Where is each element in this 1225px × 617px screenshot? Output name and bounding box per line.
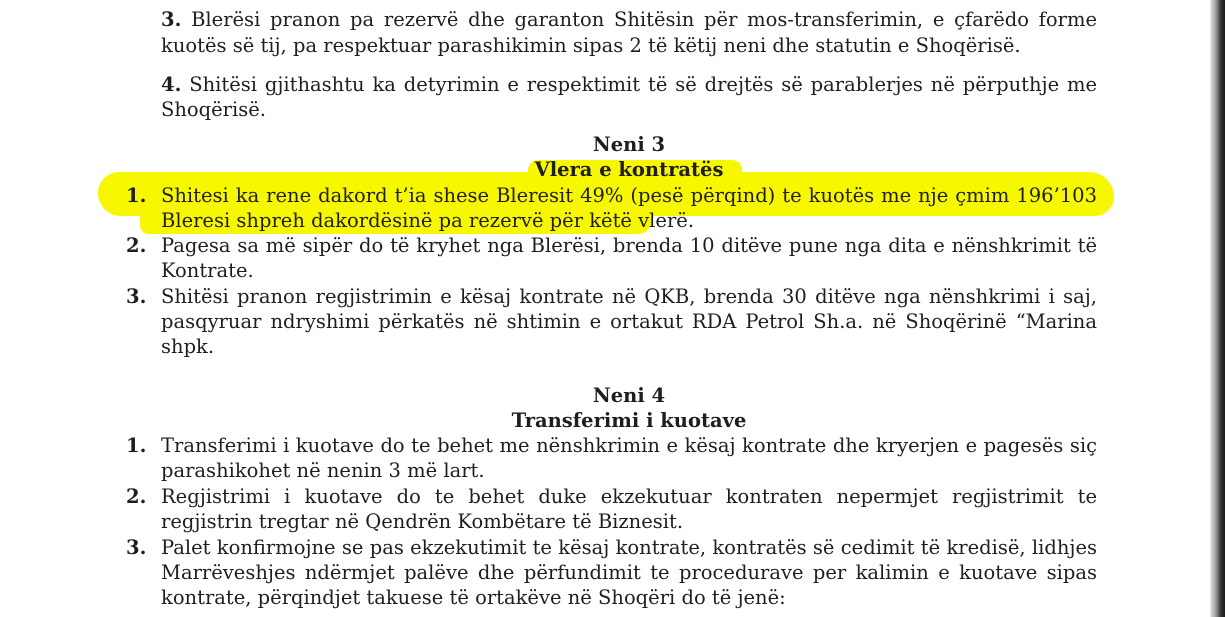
article-4-item-1-line-2: parashikohet në nenin 3 më lart. [161,459,485,482]
article-3-item-2-number: 2. [126,234,147,257]
paragraph-3-line-2: kuotës së tij, pa respektuar parashikimin sipas 2 të këtij neni dhe statutin e Shoqërisë. [161,34,1021,57]
paragraph-4-line-2: Shoqërisë. [161,98,266,121]
article-3-subheading: Vlera e kontratës [534,158,724,181]
paragraph-4-line-1 [161,72,1097,98]
page-edge-shadow [1210,0,1225,617]
article-4-subheading: Transferimi i kuotave [511,409,747,432]
article-3-item-1-line-2: Bleresi shpreh dakordësinë pa rezervë për këtë vlerë. [161,209,695,232]
article-4-item-3-line-1: Palet konfirmojne se pas ekzekutimit te kësaj kontrate, kontratës së cedimit të kredisë, lidhjes [161,536,1097,559]
article-4-item-2-line-2: regjistrin tregtar në Qendrën Kombëtare të Biznesit. [161,510,684,533]
article-3-item-3-line-3: shpk. [161,335,215,358]
article-4-item-2-line-1: Regjistrimi i kuotave do te behet duke ekzekutuar kontraten nepermjet regjistrimit te [161,485,1097,508]
article-3-item-3-line-1: Shitësi pranon regjistrimin e kësaj kontrate në QKB, brenda 30 ditëve nga nënshkrimi i saj, [161,285,1097,308]
article-4-item-3-line-3: kontrate, përqindjet takuese të ortakëve në Shoqëri do të jenë: [161,586,786,609]
article-3-item-1-number: 1. [126,184,147,207]
paragraph-4-number: 4. [161,73,182,96]
article-3-item-2-line-2: Kontrate. [161,259,254,282]
article-4-item-3-line-2: Marrëveshjes ndërmjet palëve dhe përfundimit te procedurave per kalimin e kuotave sipas [161,561,1097,584]
article-4-item-1-number: 1. [126,434,147,457]
paragraph-3-number: 3. [161,8,182,31]
article-3-item-3-number: 3. [126,285,147,308]
article-4-item-3-number: 3. [126,536,147,559]
article-3-heading: Neni 3 [592,133,666,156]
article-4-item-1-line-1: Transferimi i kuotave do te behet me nënshkrimin e kësaj kontrate dhe kryerjen e pagesës siç [161,434,1097,457]
paragraph-4-text: Shitësi gjithashtu ka detyrimin e respektimit të së drejtës së parablerjes në përputhje me [189,73,1097,96]
paragraph-3-line-1 [161,7,1097,33]
article-4-item-2-number: 2. [126,485,147,508]
article-3-item-2-line-1: Pagesa sa më sipër do të kryhet nga Blerësi, brenda 10 ditëve pune nga dita e nënshkrimit të [161,234,1097,257]
article-4-heading: Neni 4 [592,384,666,407]
article-3-item-1-line-1: Shitesi ka rene dakord t’ia shese Bleresit 49% (pesë përqind) te kuotës me nje çmim 196’103 [161,184,1097,207]
paragraph-3-text: Blerësi pranon pa rezervë dhe garanton Shitësin për mos-transferimin, e çfarëdo forme [191,8,1097,31]
article-3-item-3-line-2: pasqyruar ndryshimi përkatës në shtimin e ortakut RDA Petrol Sh.a. në Shoqërinë “Marina [161,310,1097,333]
